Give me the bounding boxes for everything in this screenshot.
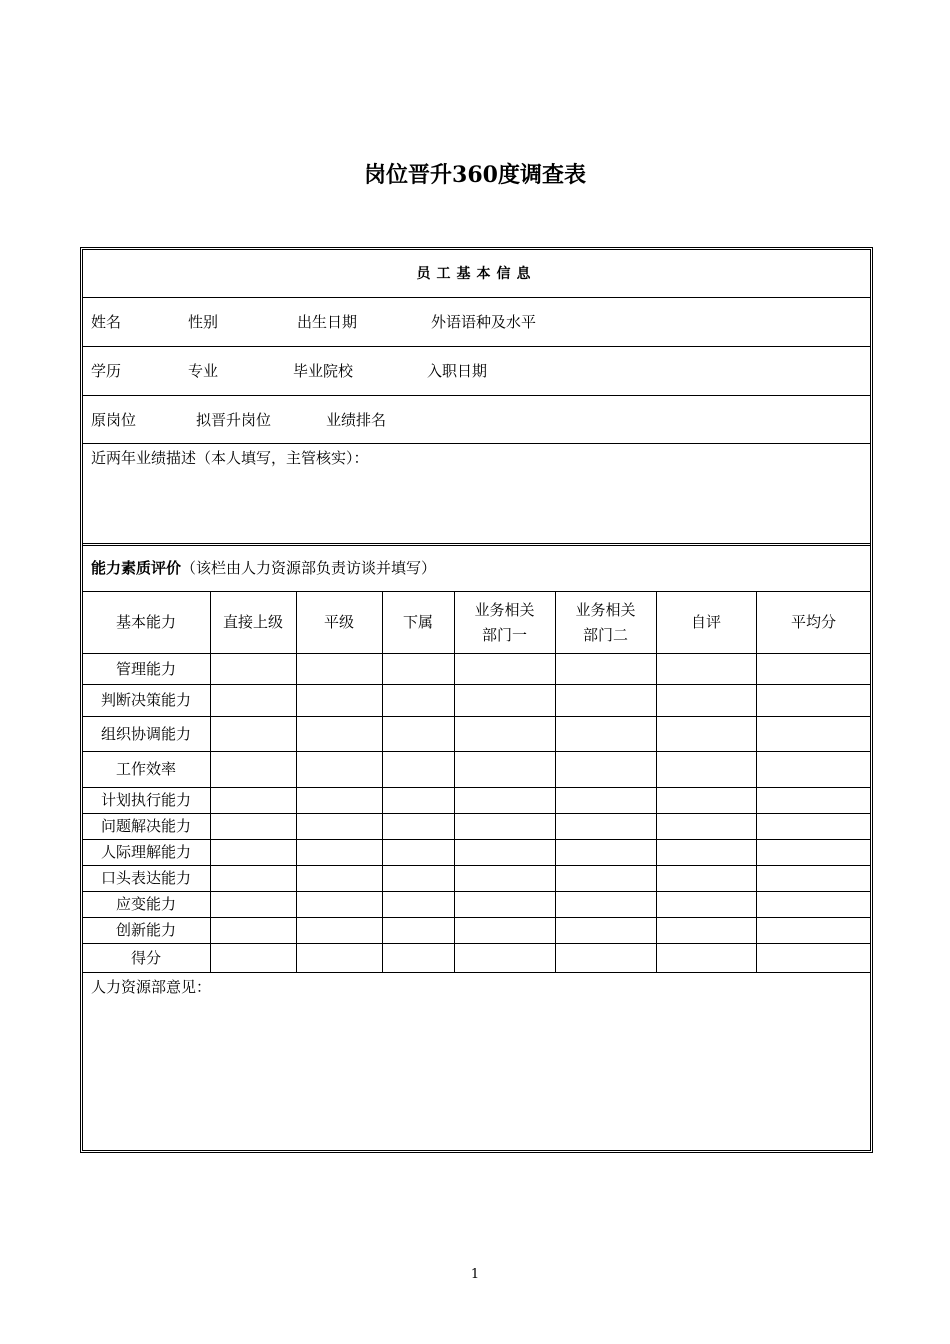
column-divider xyxy=(382,591,383,972)
ability-row-label: 工作效率 xyxy=(115,760,176,778)
ability-row-label: 计划执行能力 xyxy=(100,791,191,809)
page-title: 岗位晋升360度调查表 xyxy=(364,162,586,188)
table-column-header: 自评 xyxy=(690,613,721,631)
ability-row-label: 问题解决能力 xyxy=(100,817,191,835)
basic-info-field-label: 原岗位 xyxy=(91,411,137,429)
basic-info-field-label: 出生日期 xyxy=(297,313,358,331)
column-divider xyxy=(756,591,757,972)
table-column-header: 平级 xyxy=(323,613,354,631)
table-row-divider xyxy=(82,891,871,892)
basic-info-field-label: 姓名 xyxy=(91,313,122,331)
column-divider xyxy=(454,591,455,972)
section-divider xyxy=(82,545,871,546)
table-row-divider xyxy=(82,865,871,866)
basic-info-field-label: 入职日期 xyxy=(427,362,488,380)
row-divider xyxy=(82,653,871,654)
row-divider xyxy=(82,543,871,544)
performance-description-label: 近两年业绩描述（本人填写，主管核实）： xyxy=(91,449,369,467)
table-column-header: 下属 xyxy=(402,613,433,631)
table-row-divider xyxy=(82,751,871,752)
row-divider xyxy=(82,443,871,444)
table-row-divider xyxy=(82,684,871,685)
table-row-divider xyxy=(82,839,871,840)
table-column-header: 业务相关 部门二 xyxy=(575,601,636,644)
table-row-divider xyxy=(82,787,871,788)
basic-info-field-label: 专业 xyxy=(188,362,219,380)
ability-row-label: 管理能力 xyxy=(115,659,176,678)
row-divider xyxy=(82,297,871,298)
row-divider xyxy=(82,591,871,592)
ability-heading-note: （该栏由人力资源部负责访谈并填写） xyxy=(181,559,437,577)
table-row-divider xyxy=(82,972,871,973)
table-row-divider xyxy=(82,943,871,944)
hr-opinion-label: 人力资源部意见： xyxy=(91,978,212,996)
column-divider xyxy=(656,591,657,972)
ability-row-label: 得分 xyxy=(130,948,161,967)
row-divider xyxy=(82,346,871,347)
ability-row-label: 创新能力 xyxy=(115,921,176,939)
ability-row-label: 人际理解能力 xyxy=(100,843,191,861)
column-divider xyxy=(555,591,556,972)
ability-row-label: 组织协调能力 xyxy=(100,724,191,743)
table-column-header: 业务相关 部门一 xyxy=(474,601,535,644)
ability-heading xyxy=(91,559,436,577)
table-column-header: 基本能力 xyxy=(115,613,176,631)
column-divider xyxy=(210,591,211,972)
ability-heading-title: 能力素质评价 xyxy=(91,559,182,577)
table-column-header: 直接上级 xyxy=(222,613,283,631)
basic-info-field-label: 毕业院校 xyxy=(293,362,354,380)
basic-info-field-label: 外语语种及水平 xyxy=(431,313,537,331)
basic-info-field-label: 业绩排名 xyxy=(326,411,387,429)
table-column-header: 平均分 xyxy=(790,613,836,631)
basic-info-heading: 员工基本信息 xyxy=(416,266,537,282)
ability-row-label: 判断决策能力 xyxy=(100,691,191,709)
page-number: 1 xyxy=(470,1267,480,1282)
basic-info-field-label: 拟晋升岗位 xyxy=(196,411,272,429)
ability-row-label: 应变能力 xyxy=(115,895,176,913)
table-row-divider xyxy=(82,917,871,918)
table-row-divider xyxy=(82,813,871,814)
basic-info-field-label: 学历 xyxy=(91,362,122,380)
ability-row-label: 口头表达能力 xyxy=(100,869,191,887)
column-divider xyxy=(296,591,297,972)
row-divider xyxy=(82,395,871,396)
table-row-divider xyxy=(82,716,871,717)
basic-info-field-label: 性别 xyxy=(188,313,219,331)
